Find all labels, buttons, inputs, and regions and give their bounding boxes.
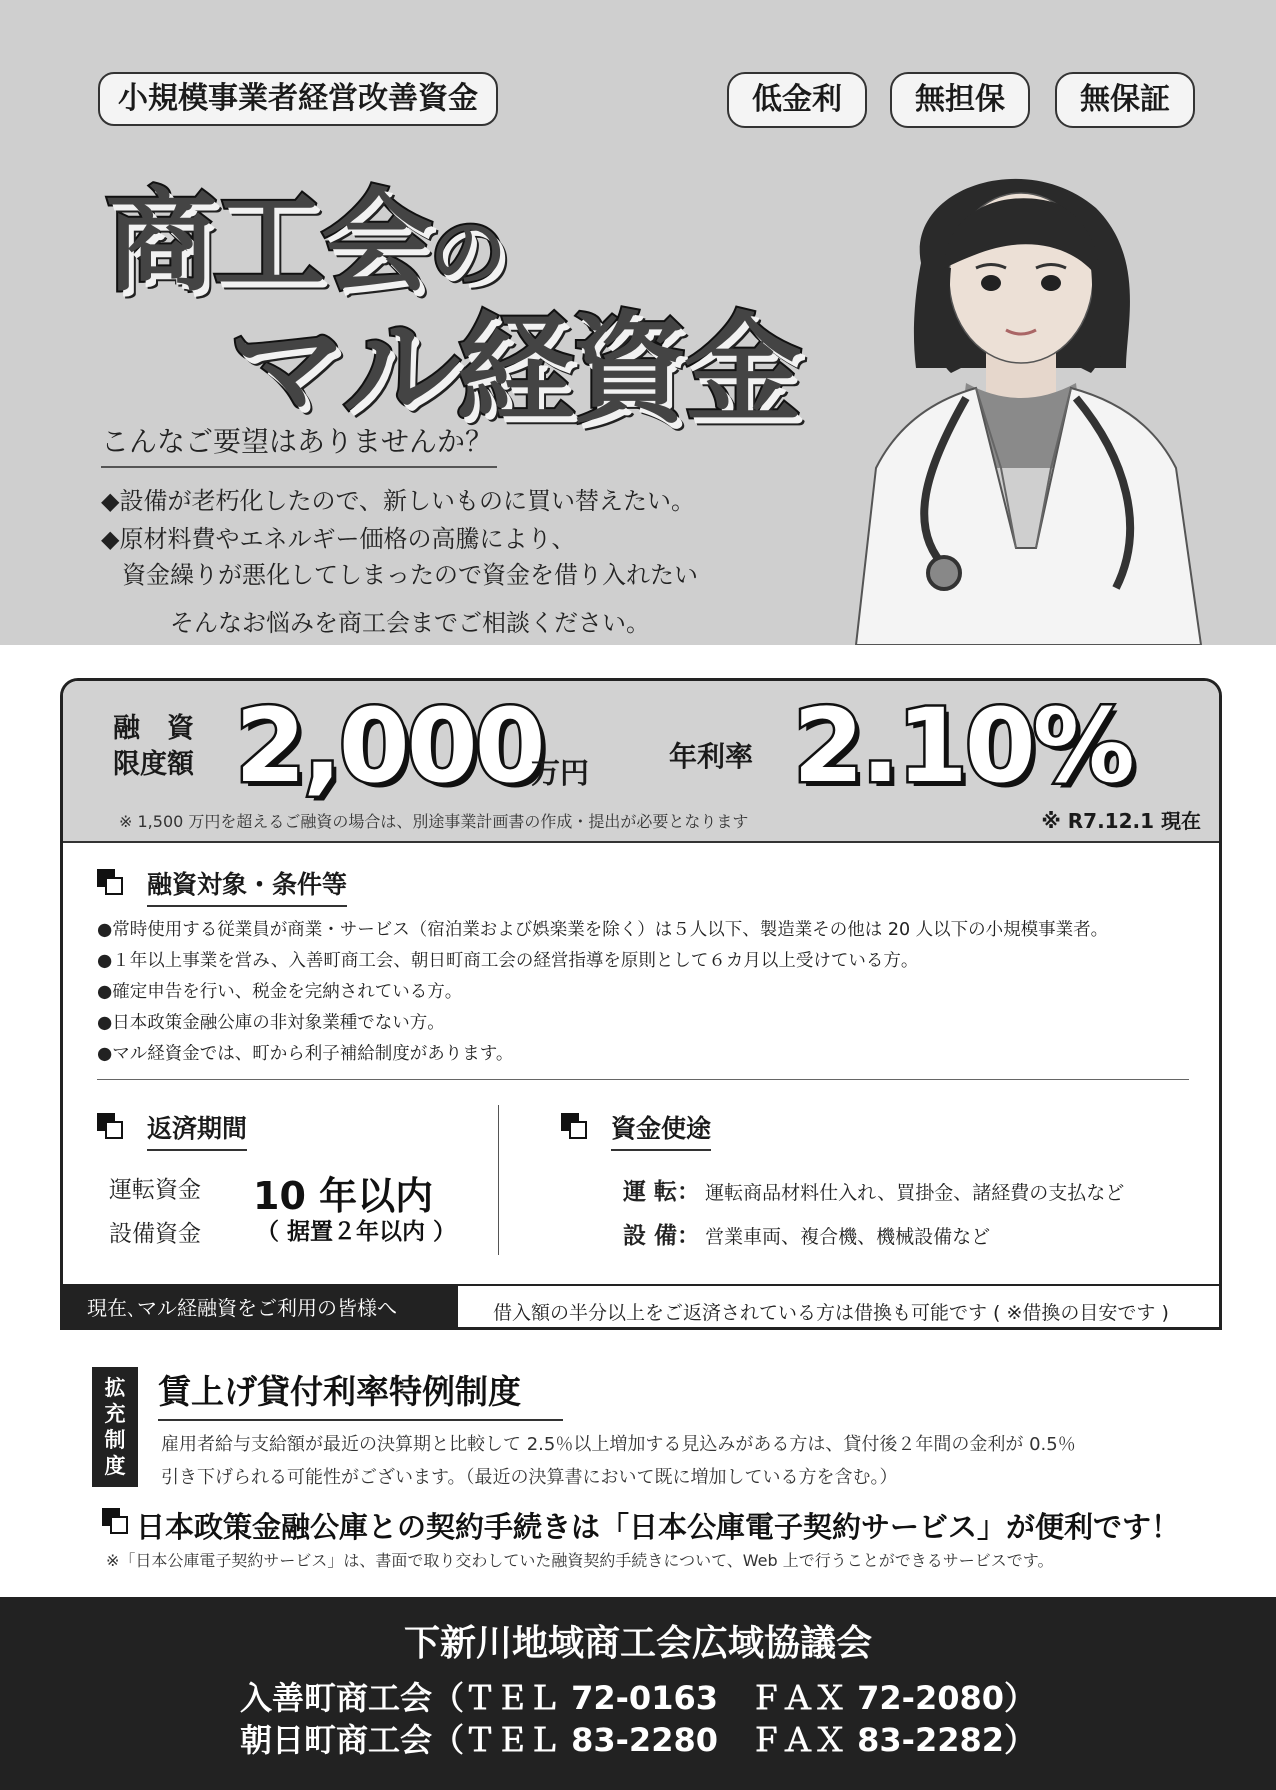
conditions-list bbox=[97, 915, 1108, 1070]
e-contract-note: ※「日本公庫電子契約サービス」は、書面で取り交わしていた融資契約手続きについて、Web 上で行うことができるサービスです。 bbox=[106, 1551, 1054, 1570]
condition-item: ●常時使用する従業員が商業・サービス（宿泊業および娯楽業を除く）は５人以下、製造業その他は 20 人以下の小規模事業者。 bbox=[97, 920, 1109, 940]
expanded-tag-char: 拡 bbox=[104, 1376, 126, 1400]
wage-increase-loan-body-line-2: 引き下げられる可能性がございます。（最近の決算書において既に増加している方を含む。） bbox=[161, 1467, 898, 1488]
main-title-shokokai: 商工会 bbox=[105, 177, 429, 307]
current-users-tag: 現在､マル経融資をご利用の皆様へ bbox=[63, 1286, 458, 1330]
expanded-system-tag bbox=[92, 1367, 138, 1487]
expanded-tag-char: 充 bbox=[104, 1402, 126, 1426]
usage-operating-key: 運 転： bbox=[623, 1179, 701, 1205]
need-line-1: ◆設備が老朽化したので、新しいものに買い替えたい。 bbox=[101, 487, 695, 515]
hero-closing-text: そんなお悩みを商工会までご相談ください。 bbox=[170, 609, 650, 637]
loan-info-box bbox=[60, 678, 1222, 1330]
main-title-line-2: マル経資金 bbox=[228, 300, 799, 438]
doctor-illustration bbox=[826, 168, 1226, 645]
wage-increase-loan-title: 賃上げ貸付利率特例制度 bbox=[158, 1366, 563, 1421]
question-heading: こんなご要望はありませんか？ bbox=[101, 420, 497, 468]
condition-item: ●確定申告を行い、税金を完納されている方。 bbox=[97, 982, 463, 1002]
loan-limit-label-line-2: 限度額 bbox=[113, 749, 194, 780]
need-line-3: 資金繰りが悪化してしまったので資金を借り入れたい bbox=[122, 561, 698, 589]
usage-equipment-value: 営業車両、複合機、機械設備など bbox=[705, 1226, 991, 1248]
section-square-icon bbox=[97, 869, 123, 895]
loan-limit-unit: 万円 bbox=[531, 756, 590, 790]
current-users-text: 借入額の半分以上をご返済されている方は借換も可能です ( ※借換の目安です ) bbox=[493, 1302, 1169, 1324]
footer-organization: 下新川地域商工会広域協議会 bbox=[403, 1623, 872, 1664]
usage-equipment-key: 設 備： bbox=[623, 1223, 701, 1249]
main-title-no: の bbox=[429, 209, 504, 299]
expanded-tag-char: 制 bbox=[104, 1428, 126, 1452]
loan-summary-header bbox=[63, 681, 1219, 843]
badge-no-collateral: 無担保 bbox=[890, 72, 1030, 128]
conditions-title: 融資対象・条件等 bbox=[147, 865, 347, 907]
interest-rate-label: 年利率 bbox=[669, 740, 754, 773]
contact-footer bbox=[0, 1597, 1276, 1790]
repayment-equipment-label: 設備資金 bbox=[109, 1221, 201, 1247]
section-square-icon bbox=[102, 1508, 128, 1534]
section-divider bbox=[97, 1079, 1189, 1080]
e-contract-headline: 日本政策金融公庫との契約手続きは「日本公庫電子契約サービス」が便利です！ bbox=[136, 1510, 1181, 1544]
usage-equipment-row bbox=[623, 1217, 990, 1250]
usage-title: 資金使途 bbox=[611, 1109, 711, 1151]
repayment-grace: （ 据置２年以内 ） bbox=[256, 1219, 457, 1245]
footer-contact-nyuzen: 入善町商工会（ＴＥＬ 72-0163 ＦＡＸ 72-2080） bbox=[239, 1679, 1037, 1717]
wage-increase-loan-body-line-1: 雇用者給与支給額が最近の決算期と比較して 2.5％以上増加する見込みがある方は、貸付後２年間の金利が 0.5％ bbox=[161, 1434, 1076, 1455]
repayment-period: 10 年以内 bbox=[253, 1174, 434, 1218]
program-name-pill: 小規模事業者経営改善資金 bbox=[98, 72, 498, 126]
footer-contact-asahi: 朝日町商工会（ＴＥＬ 83-2280 ＦＡＸ 83-2282） bbox=[239, 1721, 1037, 1759]
loan-limit-label-line-1: 融 資 bbox=[113, 713, 194, 744]
section-square-icon bbox=[97, 1113, 123, 1139]
section-square-icon bbox=[561, 1113, 587, 1139]
badge-no-guarantor: 無保証 bbox=[1055, 72, 1195, 128]
column-divider bbox=[498, 1105, 499, 1255]
interest-rate-value: 2.10% bbox=[793, 687, 1132, 806]
repayment-title: 返済期間 bbox=[147, 1109, 247, 1151]
loan-note: ※ 1,500 万円を超えるご融資の場合は、別途事業計画書の作成・提出が必要となります bbox=[119, 812, 749, 831]
hero-section bbox=[0, 0, 1276, 645]
wage-increase-loan-body bbox=[161, 1428, 1076, 1494]
loan-limit-label bbox=[113, 711, 194, 783]
repayment-operating-label: 運転資金 bbox=[109, 1177, 201, 1203]
condition-item: ●日本政策金融公庫の非対象業種でない方。 bbox=[97, 1013, 445, 1033]
rate-as-of-date: ※ R7.12.1 現在 bbox=[1041, 809, 1201, 833]
expanded-tag-char: 度 bbox=[104, 1454, 126, 1478]
condition-item: ●マル経資金では、町から利子補給制度があります。 bbox=[97, 1044, 514, 1064]
badge-low-interest: 低金利 bbox=[727, 72, 867, 128]
loan-limit-value: 2,000 bbox=[235, 687, 543, 806]
usage-operating-row bbox=[623, 1173, 1124, 1206]
need-line-2: ◆原材料費やエネルギー価格の高騰により、 bbox=[101, 525, 576, 553]
usage-operating-value: 運転商品材料仕入れ、買掛金、諸経費の支払など bbox=[705, 1182, 1125, 1204]
condition-item: ●１年以上事業を営み、入善町商工会、朝日町商工会の経営指導を原則として６カ月以上受けている方。 bbox=[97, 951, 919, 971]
